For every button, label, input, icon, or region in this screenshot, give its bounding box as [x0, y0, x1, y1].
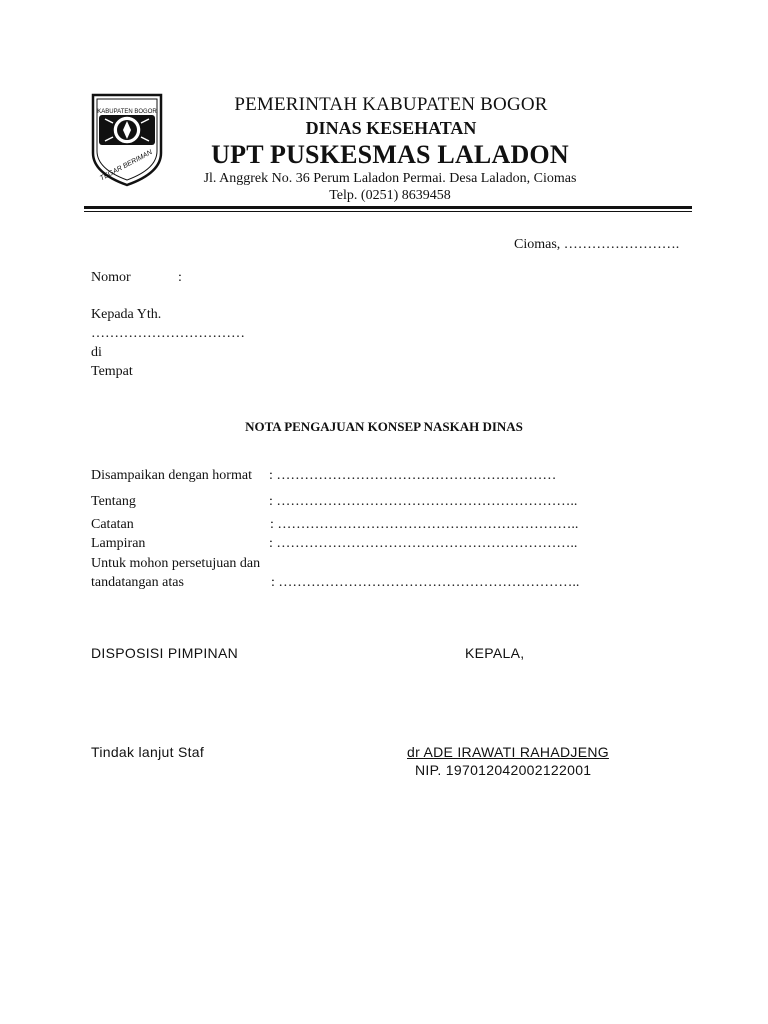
- header-department: DINAS KESEHATAN: [305, 118, 477, 138]
- nomor-label: Nomor: [91, 270, 131, 285]
- recipient-di: di: [91, 345, 102, 360]
- document-title: NOTA PENGAJUAN KONSEP NASKAH DINAS: [245, 419, 523, 434]
- logo-motto: TEGAR BERIMAN: [99, 148, 154, 183]
- field-catatan-label: Catatan: [91, 517, 134, 532]
- header-address: Jl. Anggrek No. 36 Perum Laladon Permai. Desa Laladon, Ciomas: [203, 171, 577, 186]
- signatory-nip: NIP. 197012042002122001: [415, 762, 592, 778]
- header-phone: Telp. (0251) 8639458: [329, 188, 451, 203]
- field-disampaikan-label: Disampaikan dengan hormat: [91, 468, 252, 483]
- nomor-colon: :: [178, 270, 182, 285]
- field-lampiran-label: Lampiran: [91, 536, 146, 551]
- header-rule-thick: [84, 206, 692, 209]
- kepala-label: KEPALA,: [465, 645, 525, 661]
- field-catatan-value: : ………………………………………………………..: [270, 517, 579, 532]
- field-tentang-value: : ………………………………………………………..: [269, 494, 578, 509]
- signatory-name: dr ADE IRAWATI RAHADJENG: [407, 744, 609, 760]
- header-rule-thin: [84, 211, 692, 212]
- recipient-tempat: Tempat: [91, 364, 133, 379]
- recipient-kepada: Kepada Yth.: [91, 307, 162, 322]
- field-untuk-label-line2: tandatangan atas: [91, 575, 184, 590]
- header-government: PEMERINTAH KABUPATEN BOGOR: [234, 94, 548, 115]
- disposisi-pimpinan: DISPOSISI PIMPINAN: [91, 645, 238, 661]
- tindak-lanjut-staf: Tindak lanjut Staf: [91, 744, 205, 760]
- logo-top-text: KABUPATEN BOGOR: [97, 109, 157, 115]
- date-line: Ciomas, …………………….: [514, 237, 680, 252]
- field-tentang-label: Tentang: [91, 494, 136, 509]
- recipient-dots: ……………………………: [91, 326, 245, 341]
- header-institution: UPT PUSKESMAS LALADON: [211, 140, 569, 169]
- field-untuk-value: : ………………………………………………………..: [271, 575, 580, 590]
- field-lampiran-value: : ………………………………………………………..: [269, 536, 578, 551]
- field-untuk-label-line1: Untuk mohon persetujuan dan: [91, 556, 261, 571]
- kabupaten-bogor-emblem-icon: [91, 93, 163, 187]
- field-disampaikan-value: : ……………………………………………………: [269, 468, 557, 483]
